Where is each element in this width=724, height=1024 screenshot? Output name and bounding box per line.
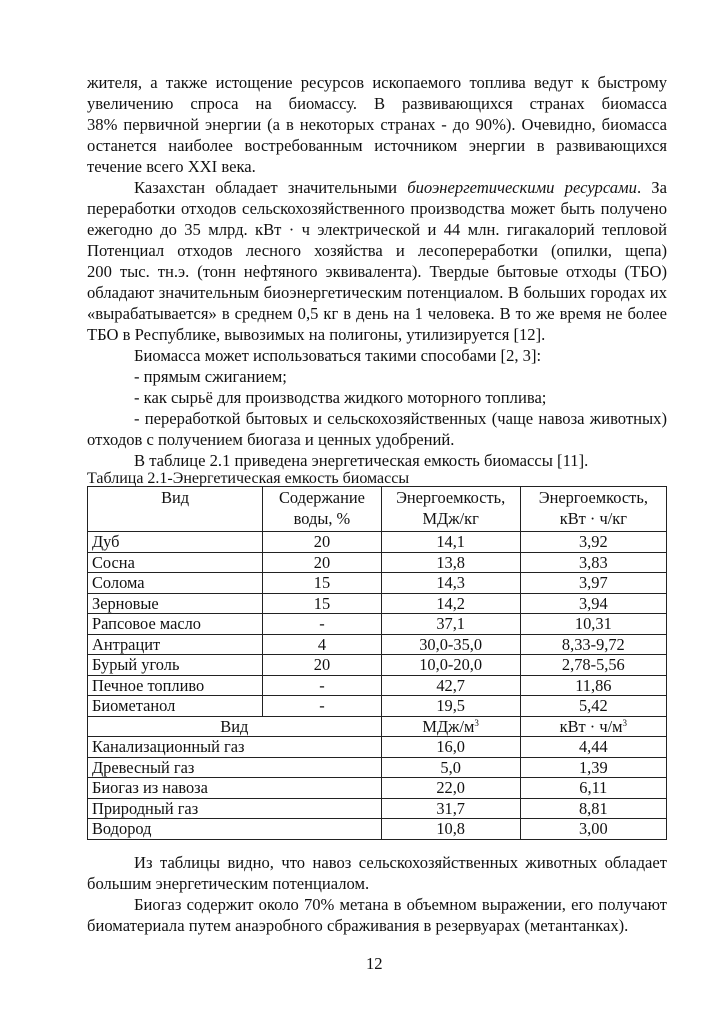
table-cell: 15 [263, 573, 381, 594]
table-cell: - [263, 614, 381, 635]
table-cell: 3,97 [520, 573, 666, 594]
paragraph [87, 345, 667, 366]
table-cell: 10,31 [520, 614, 666, 635]
paragraph [87, 366, 667, 387]
table-cell: 11,86 [520, 675, 666, 696]
row-label: Водород [88, 819, 382, 840]
column-header: Вид [88, 716, 382, 737]
text-line: «вырабатывается» в среднем 0,5 кг в день на 1 человека. В то же время не более [87, 304, 667, 323]
table-row [88, 778, 667, 799]
row-label: Бурый уголь [88, 655, 263, 676]
table-cell: 10,0-20,0 [381, 655, 520, 676]
row-label: Канализационный газ [88, 737, 382, 758]
table-row [88, 819, 667, 840]
table-cell: 4,44 [520, 737, 666, 758]
table-row [88, 757, 667, 778]
table-row [88, 655, 667, 676]
text-line: - переработкой бытовых и сельскохозяйственных (чаще навоза животных) [134, 409, 667, 428]
text-line: ТБО в Республике, вывозимых на полигоны, утилизируется [12]. [87, 325, 546, 344]
text-line: Биогаз содержит около 70% метана в объемном выражении, его получают [134, 895, 667, 914]
table-cell: 20 [263, 655, 381, 676]
paragraph [87, 852, 667, 894]
paragraph [87, 450, 667, 471]
row-label: Антрацит [88, 634, 263, 655]
row-label: Древесный газ [88, 757, 382, 778]
table-cell: 5,42 [520, 696, 666, 717]
column-header: МДж/$м^3$ [381, 716, 520, 737]
table-cell: 19,5 [381, 696, 520, 717]
paragraph [87, 387, 667, 408]
text-line: течение всего XXI века. [87, 157, 256, 176]
table-cell: 8,81 [520, 798, 666, 819]
table-cell: - [263, 696, 381, 717]
text-line: В таблице 2.1 приведена энергетическая емкость биомассы [11]. [134, 451, 589, 470]
table-cell: 6,11 [520, 778, 666, 799]
table-cell: - [263, 675, 381, 696]
text-line: останется наиболее востребованным источником энергии в развивающихся [87, 136, 667, 155]
table-subheader-row [88, 716, 667, 737]
text-line: - как сырьё для производства жидкого моторного топлива; [134, 388, 547, 407]
table-cell: 3,92 [520, 532, 666, 553]
row-label: Солома [88, 573, 263, 594]
text-line: отходов с получением биогаза и ценных удобрений. [87, 430, 455, 449]
text-line: биоматериала путем анаэробного сбраживания в резервуарах (метантанках). [87, 916, 629, 935]
row-label: Биометанол [88, 696, 263, 717]
table-cell: 8,33-9,72 [520, 634, 666, 655]
body-text-bottom [87, 852, 667, 936]
text-line: жителя, а также истощение ресурсов ископаемого топлива ведут к быстрому [87, 73, 667, 92]
table-cell: 31,7 [381, 798, 520, 819]
text-line: ежегодно до 35 млрд. кВт · ч электрической и 44 млн. гигакалорий тепловой [87, 220, 667, 239]
biomass-energy-table [87, 486, 667, 840]
table-header-row [88, 487, 667, 532]
row-label: Природный газ [88, 798, 382, 819]
table-row [88, 798, 667, 819]
table-row [88, 614, 667, 635]
text-line: переработки отходов сельскохозяйственного производства может быть получено [87, 199, 667, 218]
table-row [88, 696, 667, 717]
column-header: Энергоемкость, МДж/кг [381, 487, 520, 532]
table-row [88, 634, 667, 655]
text-line: 38% первичной энергии (а в некоторых странах - до 90%). Очевидно, биомасса [87, 115, 667, 134]
table-cell: 20 [263, 532, 381, 553]
text-line: Казахстан обладает значительными биоэнергетическими ресурсами. За [134, 178, 667, 197]
table-row [88, 737, 667, 758]
table-cell: 4 [263, 634, 381, 655]
table-cell: 14,1 [381, 532, 520, 553]
text-line: - прямым сжиганием; [134, 367, 287, 386]
paragraph [87, 72, 667, 177]
page-number: 12 [366, 954, 383, 973]
table-cell: 37,1 [381, 614, 520, 635]
table-cell: 10,8 [381, 819, 520, 840]
table-cell: 3,94 [520, 593, 666, 614]
row-label: Биогаз из навоза [88, 778, 382, 799]
table-cell: 15 [263, 593, 381, 614]
row-label: Зерновые [88, 593, 263, 614]
row-label: Рапсовое масло [88, 614, 263, 635]
paragraph [87, 894, 667, 936]
table-cell: 14,3 [381, 573, 520, 594]
text-line: Из таблицы видно, что навоз сельскохозяйственных животных обладает [134, 853, 667, 872]
table-cell: 5,0 [381, 757, 520, 778]
text-line: большим энергетическим потенциалом. [87, 874, 370, 893]
table-cell: 3,00 [520, 819, 666, 840]
table-row [88, 675, 667, 696]
text-line: обладают значительным биоэнергетическим потенциалом. В больших городах их [87, 283, 667, 302]
paragraph [87, 408, 667, 450]
row-label: Сосна [88, 552, 263, 573]
text-line: увеличению спроса на биомассу. В развивающихся странах биомасса [87, 94, 667, 113]
table-row [88, 532, 667, 553]
row-label: Дуб [88, 532, 263, 553]
text-line: Потенциал отходов лесного хозяйства и лесопереработки (опилки, щепа) [87, 241, 667, 260]
table-cell: 1,39 [520, 757, 666, 778]
table-cell: 30,0-35,0 [381, 634, 520, 655]
table-row [88, 573, 667, 594]
table-cell: 20 [263, 552, 381, 573]
table-row [88, 593, 667, 614]
table-cell: 16,0 [381, 737, 520, 758]
row-label: Печное топливо [88, 675, 263, 696]
table-row [88, 552, 667, 573]
table-cell: 14,2 [381, 593, 520, 614]
table-cell: 2,78-5,56 [520, 655, 666, 676]
text-line: 200 тыс. тн.э. (тонн нефтяного эквивалента). Твердые бытовые отходы (ТБО) [87, 262, 667, 281]
body-text-top [87, 72, 667, 471]
table-cell: 3,83 [520, 552, 666, 573]
table-caption: Таблица 2.1-Энергетическая емкость биомассы [87, 470, 410, 487]
table-cell: 13,8 [381, 552, 520, 573]
text-line: Биомасса может использоваться такими способами [2, 3]: [134, 346, 542, 365]
paragraph [87, 177, 667, 345]
column-header: Содержание воды, % [263, 487, 381, 532]
column-header: кВт · $ч/м^3$ [520, 716, 666, 737]
column-header: Энергоемкость, кВт · ч/кг [520, 487, 666, 532]
column-header: Вид [88, 487, 263, 532]
table-cell: 22,0 [381, 778, 520, 799]
table-cell: 42,7 [381, 675, 520, 696]
